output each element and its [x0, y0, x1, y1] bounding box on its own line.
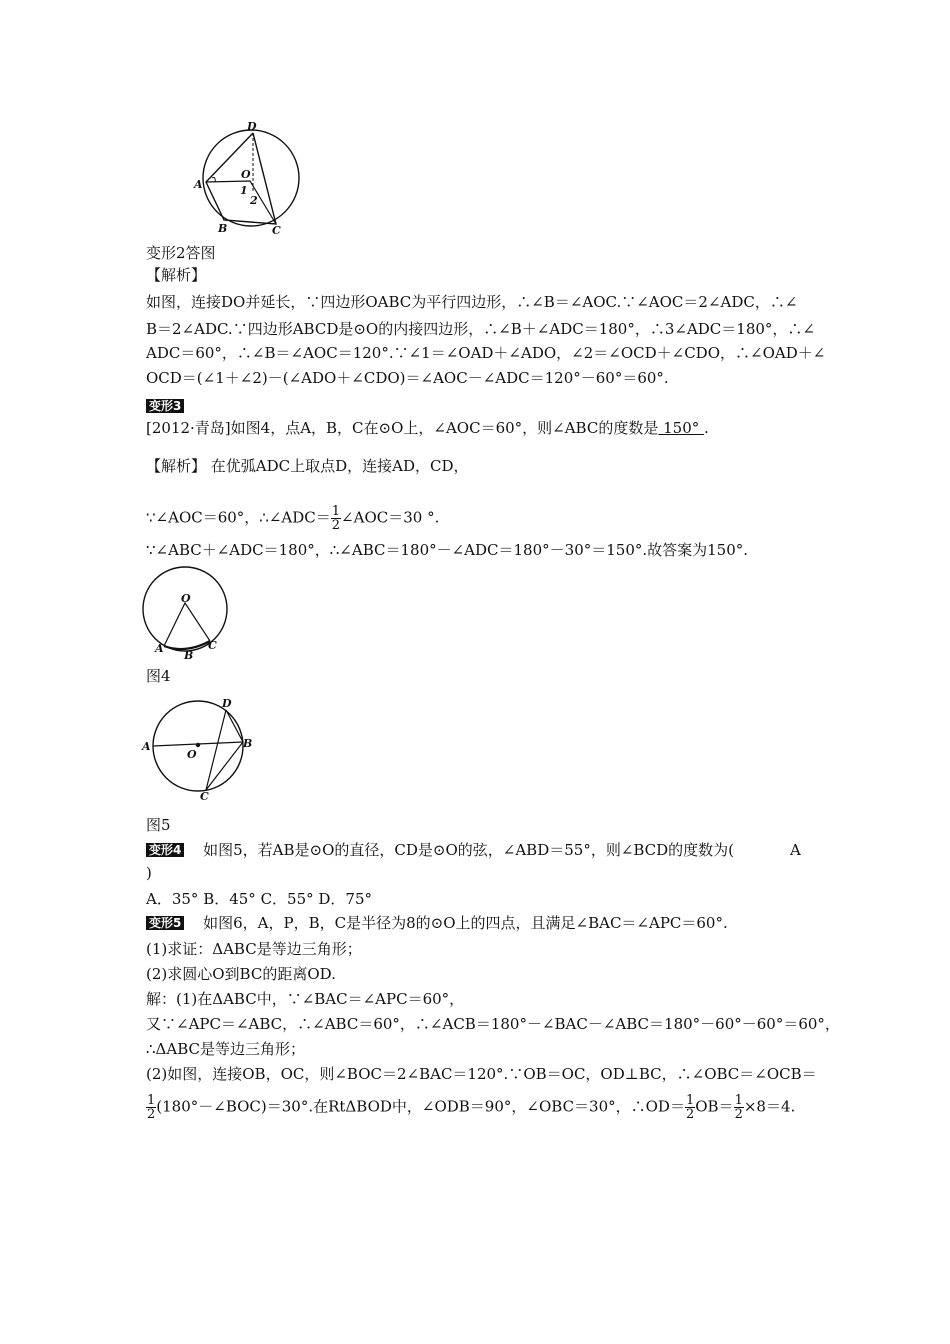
variant5-sol5-b: OB＝ — [695, 1097, 734, 1116]
variant5-sol5 — [146, 1094, 795, 1121]
variant5-sol5-a: (180°－∠BOC)＝30°.在RtΔBOD中，∠ODB＝90°，∠OBC＝30°，∴OD＝ — [156, 1097, 685, 1116]
label-O: O — [241, 168, 251, 181]
label-O: O — [181, 592, 191, 605]
label-C: C — [208, 639, 217, 652]
caption-fig5: 图5 — [146, 816, 171, 834]
variant5-part2: (2)求圆心O到BC的距离OD. — [146, 965, 336, 983]
variant3-step1-suffix: ∠AOC＝30 °. — [341, 508, 440, 527]
variant3-analysis-intro: 【解析】 在优弧ADC上取点D，连接AD，CD， — [146, 457, 469, 475]
figure-variant2 — [190, 118, 330, 236]
fraction-numerator: 1 — [331, 504, 341, 519]
variant5-sol2: 又∵∠APC＝∠ABC，∴∠ABC＝60°，∴∠ACB＝180°－∠BAC－∠ABC＝180°－60°－60°＝60°， — [146, 1015, 840, 1033]
variant5-question-text: 如图6，A，P，B，C是半径为8的⊙O上的四点，且满足∠BAC＝∠APC＝60°. — [203, 914, 728, 932]
variant4-question — [146, 840, 734, 860]
radii-oa-oc — [164, 603, 210, 646]
variant2-solution-line-1: 如图，连接DO并延长，∵四边形OABC为平行四边形，∴∠B＝∠AOC.∵∠AOC＝2∠ADC，∴∠ — [146, 293, 798, 311]
fraction-numerator: 1 — [734, 1093, 743, 1108]
fraction-half — [331, 505, 341, 532]
variant3-question — [146, 418, 709, 438]
label-1: 1 — [240, 184, 248, 197]
minor-arc-abc — [164, 641, 210, 649]
variant4-options: A．35° B．45° C．55° D．75° — [146, 890, 373, 908]
variant3-tag-row — [146, 396, 184, 416]
fraction-denominator: 2 — [734, 1107, 743, 1122]
label-A: A — [142, 740, 151, 753]
label-A: A — [194, 178, 203, 191]
variant3-step2: ∵∠ABC＋∠ADC＝180°，∴∠ABC＝180°－∠ADC＝180°－30°＝150°.故答案为150°. — [146, 541, 749, 559]
label-B: B — [218, 222, 228, 235]
variant3-question-suffix: . — [704, 419, 709, 437]
label-D: D — [222, 697, 232, 710]
fraction-half-2 — [685, 1094, 695, 1121]
analysis-label: 【解析】 — [146, 266, 207, 284]
fraction-denominator: 2 — [147, 1107, 156, 1122]
variant2-solution-line-3: ADC＝60°，∴∠B＝∠AOC＝120°.∵∠1＝∠OAD＋∠ADO，∠2＝∠OCD＋∠CDO，∴∠OAD＋∠ — [146, 344, 826, 362]
variant5-question — [146, 913, 728, 933]
variant4-answer: A — [790, 841, 801, 859]
label-C: C — [200, 790, 209, 803]
figure-5 — [140, 694, 260, 804]
variant4-close-paren: ) — [146, 864, 152, 882]
circle-o — [203, 130, 299, 226]
variant2-solution-line-4: OCD＝(∠1＋∠2)－(∠ADO＋∠CDO)＝∠AOC－∠ADC＝120°－60°＝60°. — [146, 369, 669, 387]
fraction-numerator: 1 — [147, 1093, 156, 1108]
label-2: 2 — [250, 194, 258, 207]
variant5-tag: 变形5 — [146, 916, 184, 930]
variant5-sol4: (2)如图，连接OB，OC，则∠BOC＝2∠BAC＝120°.∵OB＝OC，OD⊥BC，∴∠OBC＝∠OCB＝ — [146, 1065, 817, 1083]
variant3-question-prefix: [2012·青岛]如图4，点A，B，C在⊙O上，∠AOC＝60°，则∠ABC的度数是 — [146, 419, 659, 437]
label-B: B — [243, 737, 253, 750]
variant3-answer: 150° — [658, 419, 705, 437]
variant5-part1: (1)求证：ΔABC是等边三角形； — [146, 940, 362, 958]
caption-fig4: 图4 — [146, 667, 171, 685]
fraction-half-1 — [146, 1094, 156, 1121]
variant4-tag: 变形4 — [146, 843, 184, 857]
variant4-question-text: 如图5，若AB是⊙O的直径，CD是⊙O的弦，∠ABD＝55°，则∠BCD的度数为( — [203, 841, 735, 859]
variant3-step1 — [146, 505, 439, 532]
figure-4 — [138, 562, 238, 662]
variant3-step1-prefix: ∵∠AOC＝60°，∴∠ADC＝ — [146, 508, 331, 527]
label-D: D — [247, 120, 257, 133]
fraction-denominator: 2 — [685, 1107, 695, 1122]
center-dot — [196, 743, 200, 747]
variant2-solution-line-2: B＝2∠ADC.∵四边形ABCD是⊙O的内接四边形，∴∠B＋∠ADC＝180°，∴3∠ADC＝180°，∴∠ — [146, 320, 815, 338]
label-O: O — [187, 748, 197, 761]
variant5-sol5-c: ×8＝4. — [743, 1097, 796, 1116]
caption-variant2: 变形2答图 — [146, 244, 216, 262]
fraction-half-3 — [734, 1094, 744, 1121]
chords-dbc — [206, 710, 243, 790]
label-B: B — [184, 649, 194, 662]
variant5-sol1: 解：(1)在ΔABC中，∵∠BAC＝∠APC＝60°， — [146, 990, 465, 1008]
fraction-denominator: 2 — [331, 518, 341, 533]
fraction-numerator: 1 — [685, 1093, 695, 1108]
label-C: C — [272, 224, 281, 236]
label-A: A — [155, 642, 164, 655]
variant5-sol3: ∴ΔABC是等边三角形； — [146, 1040, 305, 1058]
variant3-tag: 变形3 — [146, 399, 184, 413]
